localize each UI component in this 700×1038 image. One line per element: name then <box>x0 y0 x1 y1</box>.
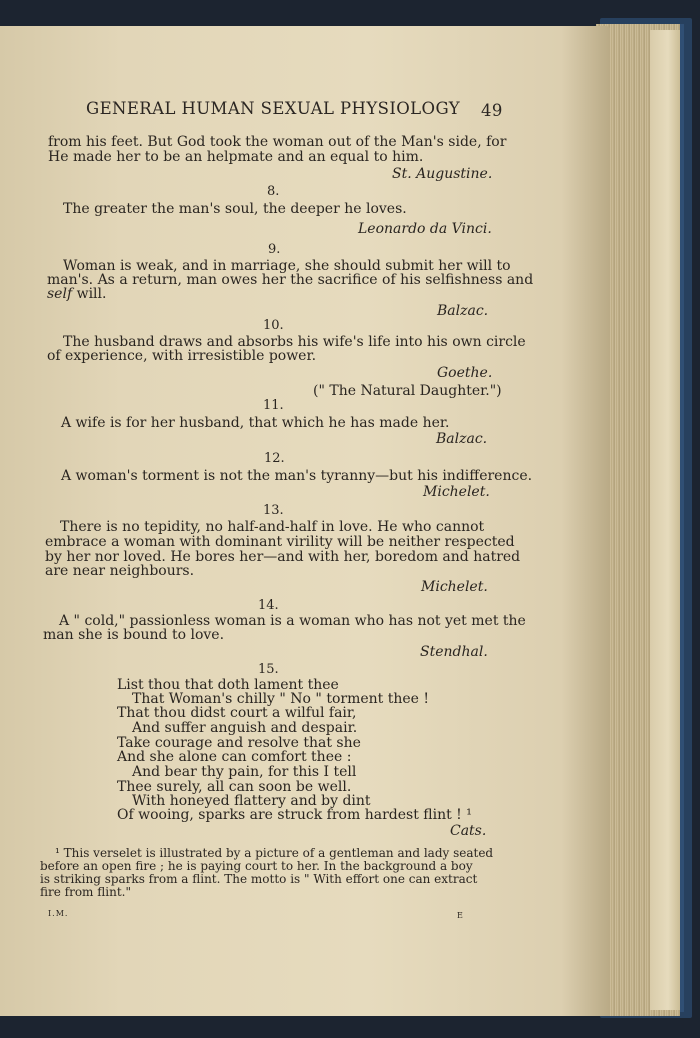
attribution: Stendhal. <box>420 644 488 660</box>
quote-number: 13. <box>263 503 284 518</box>
verse-line: List thou that doth lament thee <box>117 677 339 693</box>
page-number: 49 <box>481 101 503 120</box>
verse-line: With honeyed flattery and by dint <box>132 793 371 809</box>
attribution: Balzac. <box>437 303 489 319</box>
verse-line: Take courage and resolve that she <box>117 735 361 751</box>
quote-number: 12. <box>264 451 285 466</box>
text-line: from his feet. But God took the woman out of the Man's side, for <box>48 134 507 150</box>
verse-line: That thou didst court a wilful fair, <box>117 705 357 721</box>
text-line: A woman's torment is not the man's tyranny—but his indifference. <box>61 468 533 484</box>
signature-letter: E <box>457 911 464 920</box>
verse-line: And suffer anguish and despair. <box>132 720 358 736</box>
verse-line: And bear thy pain, for this I tell <box>132 764 357 780</box>
signature-mark: I.M. <box>48 909 69 918</box>
attribution: St. Augustine. <box>392 166 493 182</box>
attribution: Goethe. <box>437 365 493 381</box>
attribution: Michelet. <box>421 579 488 595</box>
verse-line: And she alone can comfort thee : <box>117 749 352 765</box>
text-line: of experience, with irresistible power. <box>47 348 317 364</box>
text-line: (" The Natural Daughter.") <box>313 383 502 399</box>
text-line: He made her to be an helpmate and an equal to him. <box>48 149 424 165</box>
text-line: The husband draws and absorbs his wife's life into his own circle <box>63 334 526 350</box>
italic-word: self <box>47 286 73 302</box>
quote-number: 15. <box>258 662 279 677</box>
attribution: Balzac. <box>436 431 488 447</box>
quote-number: 8. <box>267 184 280 199</box>
page-edges-light <box>650 30 680 1010</box>
attribution: Cats. <box>450 823 487 839</box>
text-line: are near neighbours. <box>45 563 195 579</box>
text-line: by her nor loved. He bores her—and with her, boredom and hatred <box>45 549 521 565</box>
quote-number: 9. <box>268 242 281 257</box>
text-line <box>47 287 106 302</box>
text-line: man she is bound to love. <box>43 627 225 643</box>
quote-number: 10. <box>263 318 284 333</box>
text-line: embrace a woman with dominant virility will be neither respected <box>45 534 515 550</box>
footnote-line: is striking sparks from a flint. The motto is " With effort one can extract <box>40 872 478 886</box>
verse-line: Of wooing, sparks are struck from hardest flint ! ¹ <box>117 807 472 823</box>
text-line: There is no tepidity, no half-and-half in love. He who cannot <box>60 519 485 535</box>
text-fragment: will. <box>72 286 107 302</box>
footnote-line: fire from flint." <box>40 885 131 899</box>
footnote-line: ¹ This verselet is illustrated by a picture of a gentleman and lady seated <box>55 846 494 860</box>
attribution: Leonardo da Vinci. <box>358 221 492 237</box>
verse-line: That Woman's chilly " No " torment thee ! <box>132 691 430 707</box>
text-line: man's. As a return, man owes her the sacrifice of his selfishness and <box>47 272 534 288</box>
attribution: Michelet. <box>423 484 490 500</box>
quote-number: 11. <box>263 398 284 413</box>
text-line: The greater the man's soul, the deeper he loves. <box>63 201 407 217</box>
verse-line: Thee surely, all can soon be well. <box>117 779 352 795</box>
text-line: A " cold," passionless woman is a woman who has not yet met the <box>59 613 526 629</box>
text-line: A wife is for her husband, that which he has made her. <box>61 415 450 431</box>
running-header: GENERAL HUMAN SEXUAL PHYSIOLOGY <box>86 99 461 118</box>
text-line: Woman is weak, and in marriage, she should submit her will to <box>63 258 511 274</box>
footnote-line: before an open fire ; he is paying court to her. In the background a boy <box>40 859 473 873</box>
quote-number: 14. <box>258 598 279 613</box>
